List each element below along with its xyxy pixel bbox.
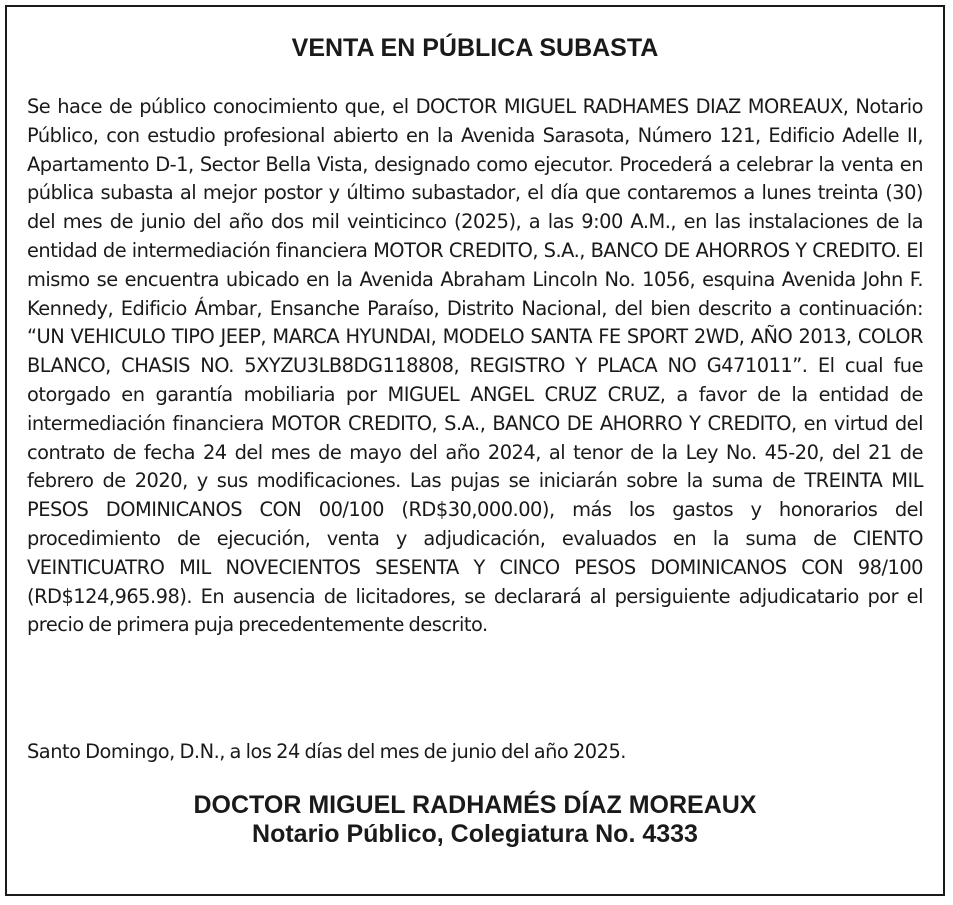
signatory-name: DOCTOR MIGUEL RADHAMÉS DÍAZ MOREAUX bbox=[193, 791, 757, 819]
notice-title: VENTA EN PÚBLICA SUBASTA bbox=[291, 34, 659, 62]
notice-dateline: Santo Domingo, D.N., a los 24 días del mes de junio del año 2025. bbox=[27, 740, 626, 763]
notice-body: Se hace de público conocimiento que, el DOCTOR MIGUEL RADHAMES DIAZ MOREAUX, Notario Público, con estudio profesional abierto en la Avenida Sarasota, Número 121, Edificio Adelle II, Apartamento D-1, Sector Bella Vista, designado como ejecutor. Procederá a celebrar la venta en pública subasta al mejor postor y último subastador, el día que contaremos a lunes treinta (30) del mes de junio del año dos mil veinticinco (2025), a las 9:00 A.M., en las instalaciones de la entidad de intermediación financiera MOTOR CREDITO, S.A., BANCO DE AHORROS Y CREDITO. El mismo se encuentra ubicado en la Avenida Abraham Lincoln No. 1056, esquina Avenida John F. Kennedy, Edificio Ámbar, Ensanche Paraíso, Distrito Nacional, del bien descrito a continuación: “UN VEHICULO TIPO JEEP, MARCA HYUNDAI, MODELO SANTA FE SPORT 2WD, AÑO 2013, COLOR BLANCO, CHASIS NO. 5XYZU3LB8DG118808, REGISTRO Y PLACA NO G471011”. El cual fue otorgado en garantía mobiliaria por MIGUEL ANGEL CRUZ CRUZ, a favor de la entidad de intermediación financiera MOTOR CREDITO, S.A., BANCO DE AHORRO Y CREDITO, en virtud del contrato de fecha 24 del mes de mayo del año 2024, al tenor de la Ley No. 45-20, del 21 de febrero de 2020, y sus modificaciones. Las pujas se iniciarán sobre la suma de TREINTA MIL PESOS DOMINICANOS CON 00/100 (RD$30,000.00), más los gastos y honorarios del procedimiento de ejecución, venta y adjudicación, evaluados en la suma de CIENTO VEINTICUATRO MIL NOVECIENTOS SESENTA Y CINCO PESOS DOMINICANOS CON 98/100 (RD$124,965.98). En ausencia de licitadores, se declarará al persiguiente adjudicatario por el precio de primera puja precedentemente descrito. bbox=[27, 95, 923, 637]
signatory-role: Notario Público, Colegiatura No. 4333 bbox=[252, 820, 698, 848]
notice-frame bbox=[5, 5, 945, 896]
signature-block bbox=[7, 791, 943, 849]
